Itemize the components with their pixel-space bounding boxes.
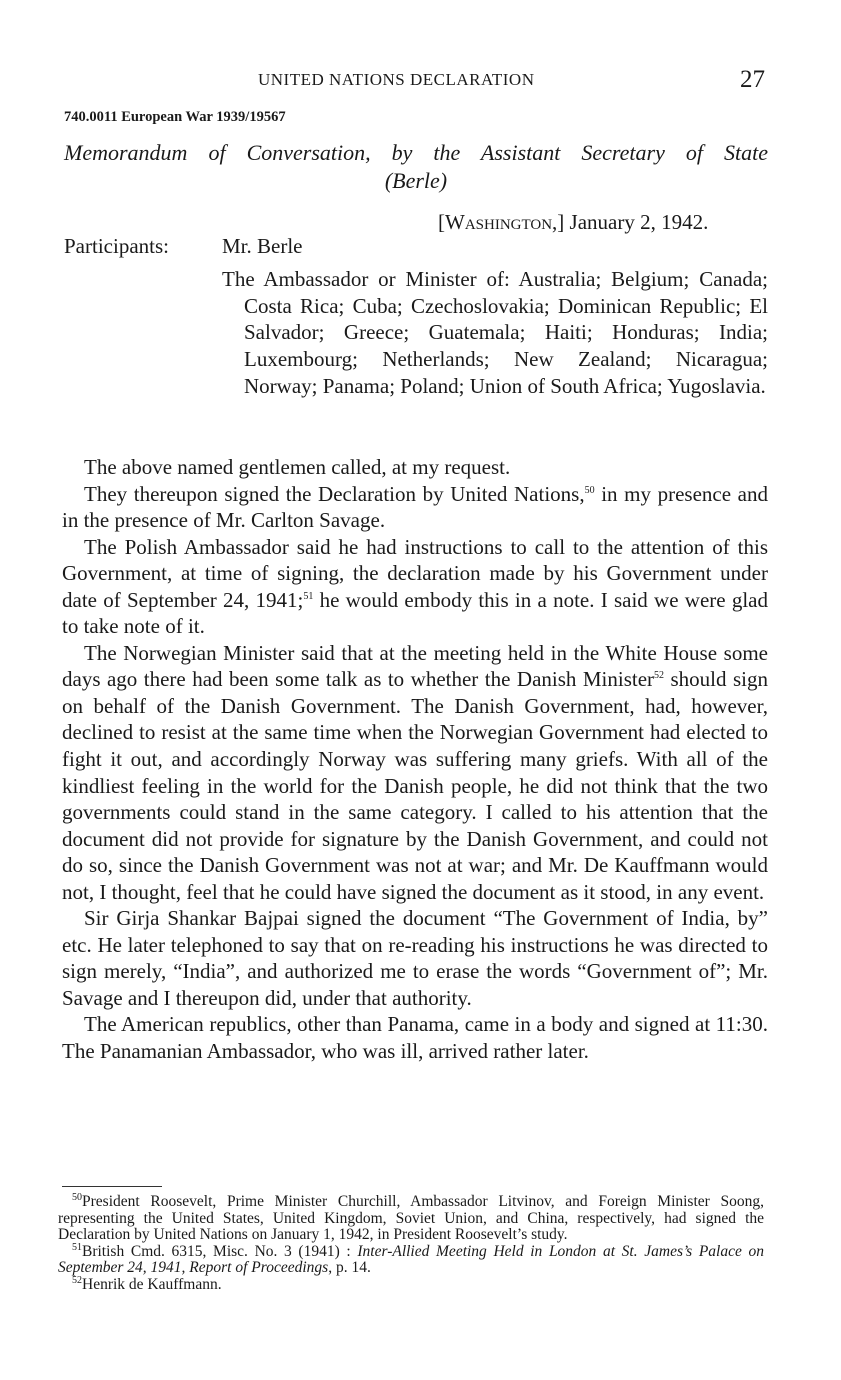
- footnote-51-text-b: , p. 14.: [328, 1259, 371, 1276]
- participants-list-text: The Ambassador or Minister of: Australia; Belgium; Canada; Costa Rica; Cuba; Czechoslovakia; Dominican Republic; El Salvador; Greece; Guatemala; Haiti; Honduras; India; Luxembourg; Netherlands; New Zealand; Nicaragua; Norway; Panama; Poland; Union of South Africa; Yugoslavia.: [222, 267, 768, 398]
- footnote-mark-50: 50: [72, 1191, 82, 1203]
- footnote-mark-51: 51: [72, 1241, 82, 1253]
- body-paragraph-6: [62, 1011, 768, 1064]
- body-p5-text: Sir Girja Shankar Bajpai signed the document “The Government of India, by” etc. He later telephoned to say that on re-reading his instructions he was directed to sign merely, “India”, and authorized me to erase the words “Government of”; Mr. Savage and I thereupon did, under that authority.: [62, 906, 768, 1010]
- dateline-place: [Washington,]: [438, 210, 565, 234]
- body-paragraph-2: [62, 481, 768, 534]
- memo-body: [62, 454, 768, 1065]
- body-p6-text: The American republics, other than Panama, came in a body and signed at 11:30. The Panamanian Ambassador, who was ill, arrived rather later.: [62, 1012, 768, 1064]
- footnote-52: [58, 1274, 764, 1294]
- footnotes: [58, 1191, 765, 1293]
- footnote-ref-52: 52: [654, 670, 665, 682]
- footnote-51-text-a: British Cmd. 6315, Misc. No. 3 (1941) :: [82, 1242, 358, 1260]
- footnote-52-text: Henrik de Kauffmann.: [82, 1275, 222, 1293]
- body-p1-text: The above named gentlemen called, at my request.: [84, 455, 511, 479]
- page-number: 27: [740, 66, 765, 93]
- file-reference: 740.0011 European War 1939/19567: [64, 109, 286, 125]
- body-p3a-text: The Polish Ambassador said he had instructions to call to the attention of this Government, at time of signing, the declaration made by his Government under date of September 24, 1941;: [62, 534, 768, 612]
- footnote-ref-50: 50: [584, 484, 595, 496]
- footnote-ref-51: 51: [303, 590, 314, 602]
- body-p2a-text: They thereupon signed the Declaration by United Nations,: [84, 481, 585, 506]
- participants-label: Participants:: [64, 234, 169, 258]
- running-title: UNITED NATIONS DECLARATION: [258, 70, 535, 89]
- body-paragraph-4: [62, 640, 768, 905]
- body-p3b-text: he would embody this in a note. I said we were glad to take note of it.: [62, 587, 768, 639]
- footnote-51-title: Inter-Allied Meeting Held in London at St. James’s Palace on September 24, 1941, Report of Proceedings: [58, 1242, 765, 1276]
- footnote-divider: [62, 1186, 162, 1187]
- participants-list: [222, 266, 768, 400]
- dateline-date: January 2, 1942.: [564, 210, 709, 234]
- memo-title-line2: (Berle): [384, 168, 448, 193]
- footnote-51: [58, 1241, 765, 1277]
- dateline: [438, 210, 708, 235]
- footnote-50: [58, 1191, 764, 1244]
- body-paragraph-3: [62, 534, 768, 640]
- body-p4a-text: The Norwegian Minister said that at the meeting held in the White House some days ago there had been some talk as to whether the Danish Minister: [62, 640, 768, 692]
- memo-title-line1: Memorandum of Conversation, by the Assistant Secretary of State: [64, 140, 768, 165]
- participant-first: Mr. Berle: [222, 234, 303, 258]
- body-paragraph-1: [62, 454, 768, 481]
- body-paragraph-5: [62, 905, 768, 1011]
- body-p4b-text: should sign on behalf of the Danish Government. The Danish Government, had, however, declined to resist at the same time when the Norwegian Government had elected to fight it out, and accordingly Norway was suffering many griefs. With all of the kindliest feeling in the world for the Danish people, he did not think that the two governments could stand in the same category. I called to his attention that the document did not provide for signature by the Danish Government, and could not do so, since the Danish Government was not at war; and Mr. De Kauffmann would not, I thought, feel that he could have signed the document as it stood, in any event.: [62, 667, 768, 904]
- body-p2b-text: in my presence and in the presence of Mr. Carlton Savage.: [62, 481, 768, 533]
- footnote-mark-52: 52: [72, 1274, 82, 1286]
- footnote-50-text: President Roosevelt, Prime Minister Churchill, Ambassador Litvinov, and Foreign Minister Soong, representing the United States, United Kingdom, Soviet Union, and China, respectively, had signed the Declaration by United Nations on January 1, 1942, in President Roosevelt’s study.: [58, 1193, 764, 1243]
